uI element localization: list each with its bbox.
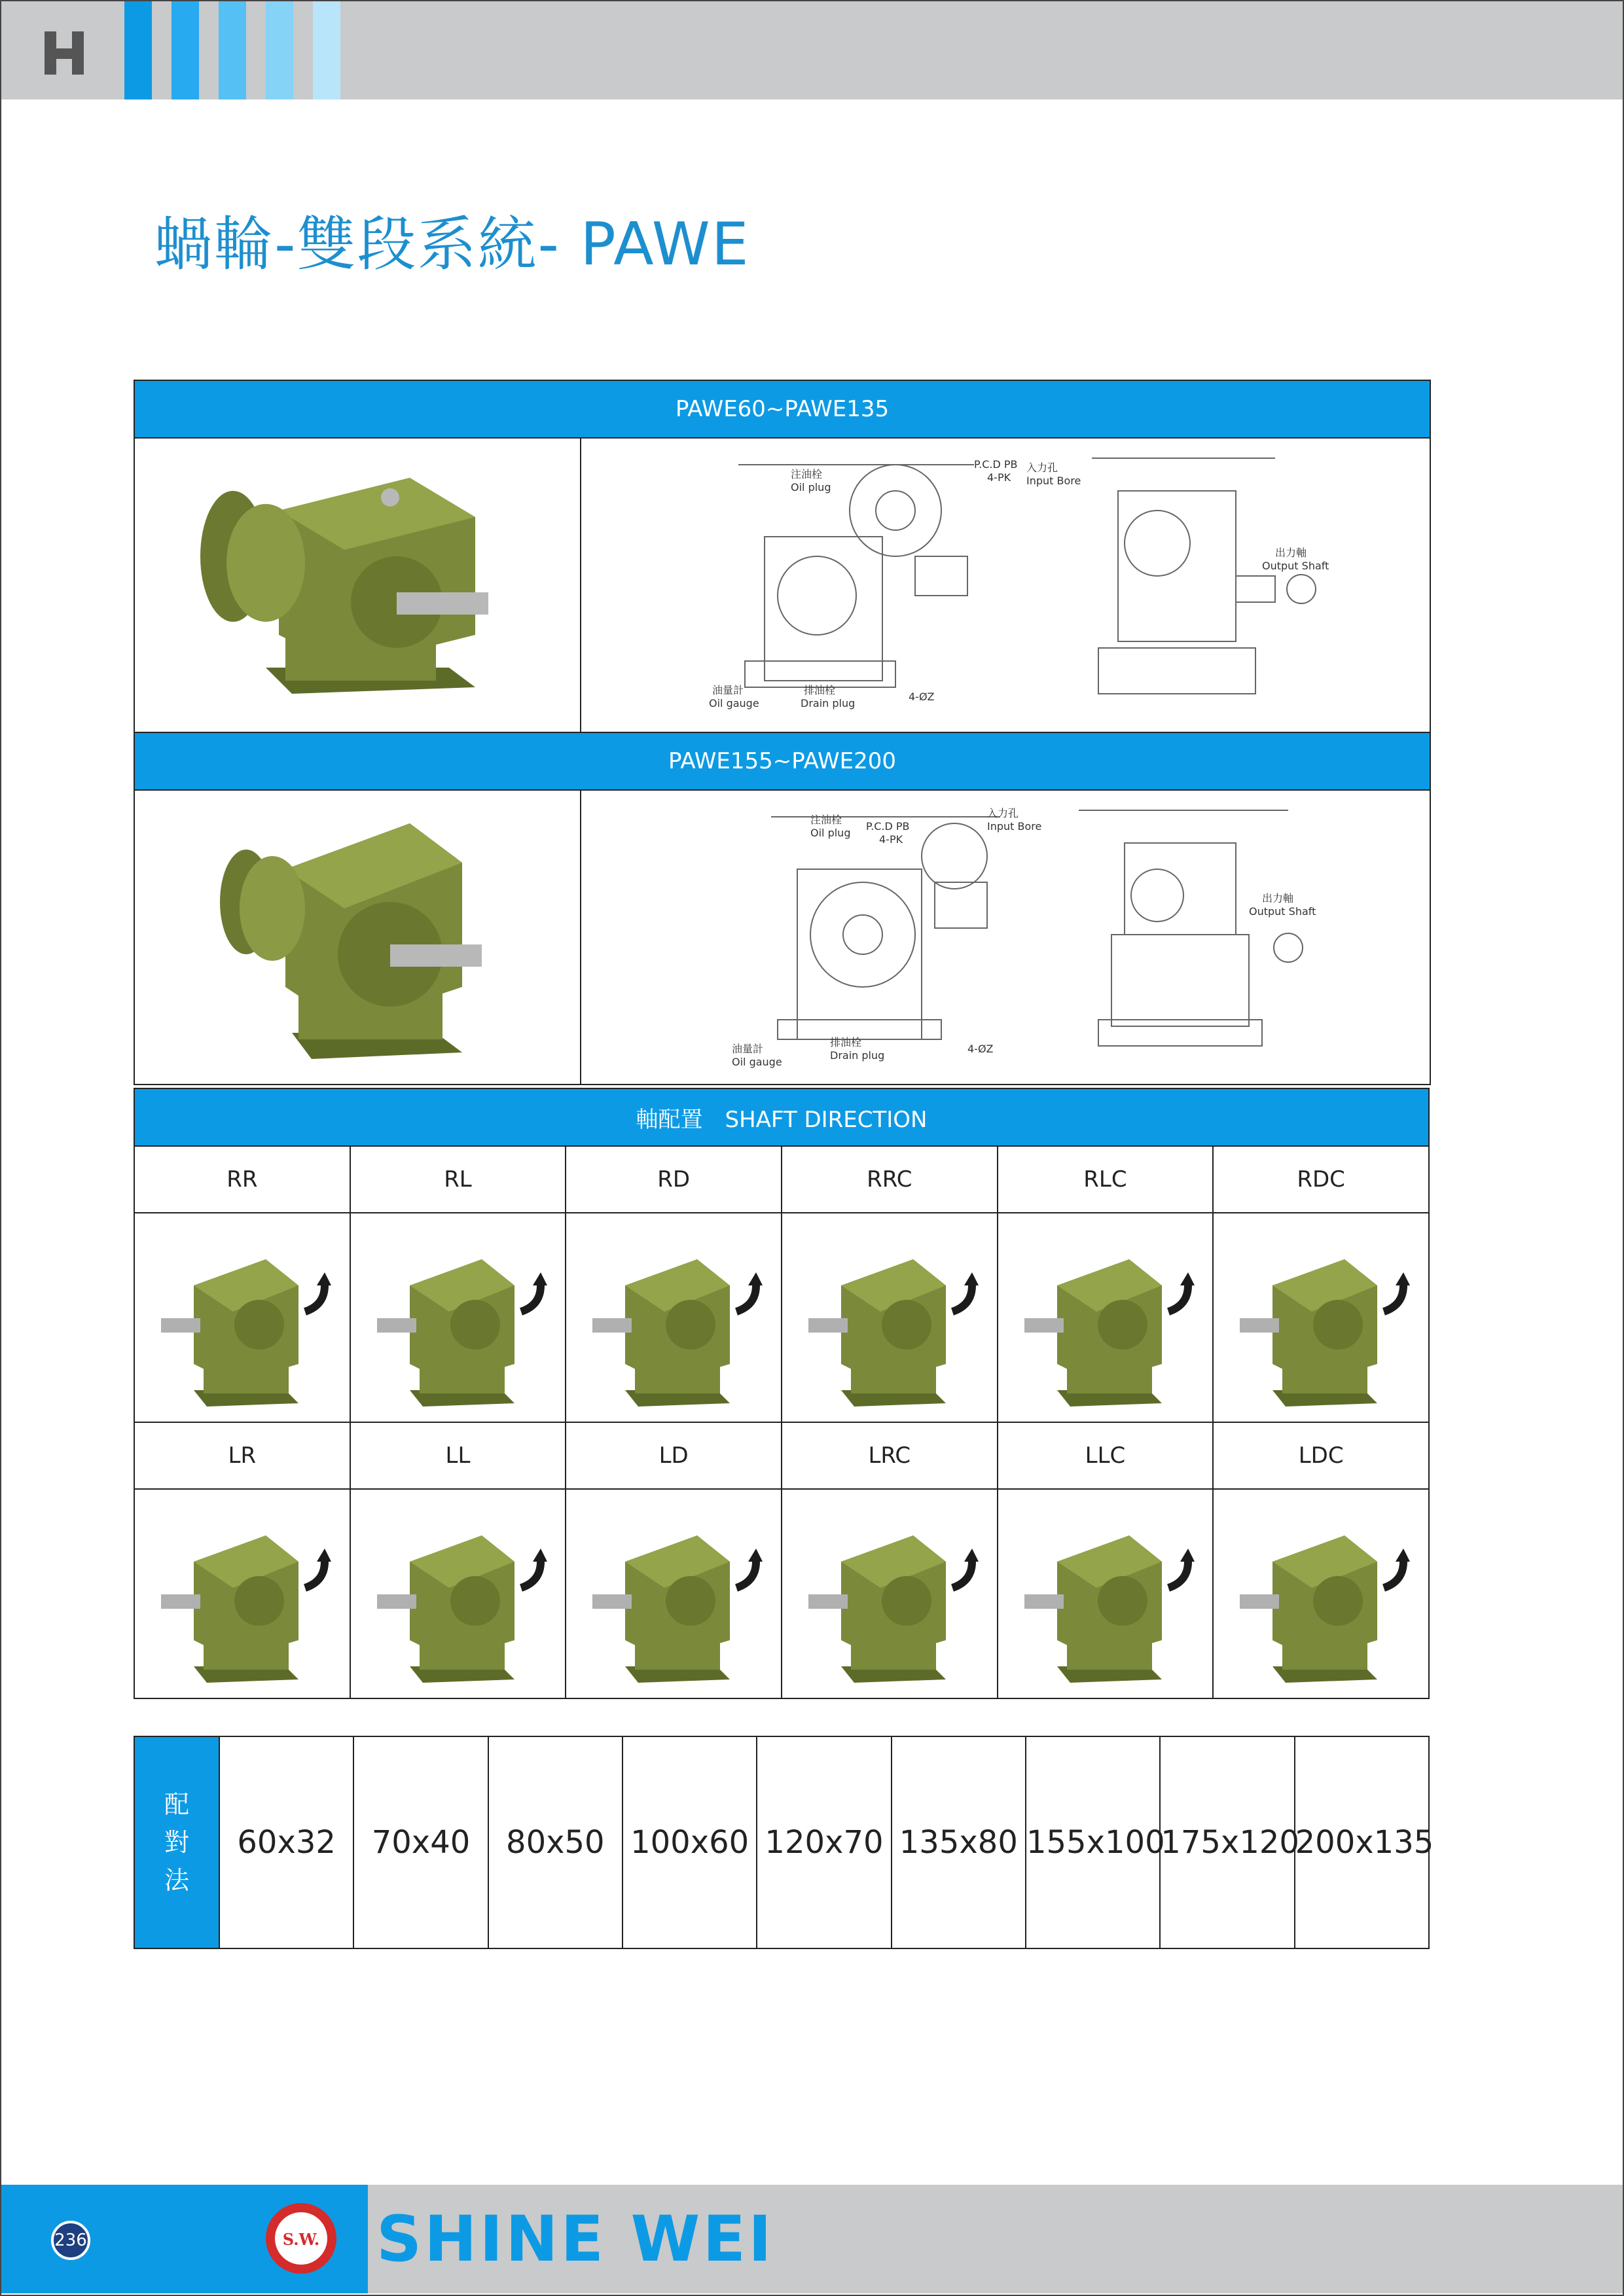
page-number: 236	[51, 2221, 90, 2260]
matching-label	[134, 1736, 219, 1948]
matching-value: 200x135	[1295, 1736, 1429, 1948]
matching-value: 120x70	[757, 1736, 891, 1948]
drawing-label: 4-PK	[879, 833, 903, 846]
gearbox-photo-cell	[134, 438, 581, 732]
matching-value: 155x100	[1026, 1736, 1160, 1948]
dimension-drawing-cell	[581, 438, 1430, 732]
direction-image-cell	[350, 1489, 566, 1698]
direction-code: LLC	[998, 1422, 1214, 1489]
gearbox-rotation-illustration	[566, 1490, 780, 1695]
direction-image-cell	[998, 1213, 1214, 1422]
matching-value: 60x32	[219, 1736, 353, 1948]
matching-value: 70x40	[353, 1736, 488, 1948]
drawing-label: 油量計	[712, 684, 744, 696]
gearbox-rotation-illustration	[351, 1213, 564, 1419]
dimension-drawing	[581, 439, 1430, 729]
matching-value: 80x50	[488, 1736, 623, 1948]
drawing-label: Output Shaft	[1249, 905, 1316, 918]
direction-code: LD	[566, 1422, 782, 1489]
gearbox-rotation-illustration	[1214, 1490, 1427, 1695]
drawing-label: 注油栓	[791, 468, 823, 480]
direction-image-cell	[566, 1489, 782, 1698]
gearbox-rotation-illustration	[135, 1213, 348, 1419]
drawing-label: 入力孔	[987, 807, 1019, 819]
drawing-label: Output Shaft	[1262, 560, 1329, 572]
direction-image-cell	[350, 1213, 566, 1422]
gearbox-rotation-illustration	[998, 1213, 1212, 1419]
gearbox-rotation-illustration	[782, 1490, 996, 1695]
direction-image-cell	[134, 1213, 350, 1422]
drawing-label: 注油栓	[810, 814, 842, 826]
matching-label-char: 對	[164, 1828, 189, 1857]
direction-code: LR	[134, 1422, 350, 1489]
direction-code: LL	[350, 1422, 566, 1489]
gearbox-rotation-illustration	[1214, 1213, 1427, 1419]
direction-code: RR	[134, 1146, 350, 1213]
shaft-direction-header: 軸配置 SHAFT DIRECTION	[134, 1088, 1429, 1146]
direction-image-cell	[1213, 1213, 1429, 1422]
direction-code: RL	[350, 1146, 566, 1213]
header-stripe	[171, 1, 199, 99]
direction-image-cell	[566, 1213, 782, 1422]
gearbox-rotation-illustration	[998, 1490, 1212, 1695]
drawing-label: Input Bore	[1026, 475, 1081, 487]
gearbox-rotation-illustration	[351, 1490, 564, 1695]
series-table	[134, 380, 1431, 1085]
company-logo	[262, 2199, 340, 2278]
direction-code: LRC	[782, 1422, 998, 1489]
gearbox-illustration	[135, 791, 580, 1081]
direction-image-cell	[1213, 1489, 1429, 1698]
gearbox-photo-cell	[134, 790, 581, 1085]
matching-value: 175x120	[1160, 1736, 1294, 1948]
drawing-label: Oil gauge	[732, 1056, 782, 1068]
direction-code: LDC	[1213, 1422, 1429, 1489]
drawing-label: 油量計	[732, 1043, 764, 1055]
drawing-label: 排油栓	[804, 684, 836, 696]
matching-label-char: 配	[164, 1790, 189, 1819]
direction-code: RD	[566, 1146, 782, 1213]
header-stripe	[124, 1, 152, 99]
dimension-drawing	[581, 791, 1430, 1081]
series-header: PAWE155~PAWE200	[134, 732, 1430, 790]
drawing-label: 出力軸	[1275, 547, 1307, 559]
header-stripe	[313, 1, 340, 99]
drawing-label: Drain plug	[830, 1049, 885, 1062]
series-header: PAWE60~PAWE135	[134, 380, 1430, 438]
drawing-label: 4-ØZ	[909, 691, 935, 703]
direction-image-cell	[782, 1489, 998, 1698]
drawing-label: Oil plug	[810, 827, 851, 839]
matching-table	[134, 1736, 1434, 1949]
gearbox-rotation-illustration	[566, 1213, 780, 1419]
drawing-label: P.C.D PB	[974, 458, 1018, 471]
dimension-drawing-cell	[581, 790, 1430, 1085]
drawing-label: Oil plug	[791, 481, 831, 493]
drawing-label: 4-ØZ	[967, 1043, 994, 1055]
header-stripe	[266, 1, 293, 99]
drawing-label: 入力孔	[1026, 461, 1058, 474]
header-stripe	[219, 1, 246, 99]
drawing-label: Oil gauge	[709, 697, 759, 709]
section-letter-h	[39, 26, 92, 79]
page-title: 蝸輪-雙段系統- PAWE	[154, 210, 750, 279]
drawing-label: P.C.D PB	[866, 820, 910, 833]
matching-value: 100x60	[623, 1736, 757, 1948]
brand-name: SHINE WEI	[376, 2202, 774, 2276]
drawing-label: 排油栓	[830, 1036, 862, 1049]
shaft-direction-table	[134, 1088, 1430, 1699]
direction-code: RDC	[1213, 1146, 1429, 1213]
drawing-label: 出力軸	[1262, 892, 1294, 905]
direction-image-cell	[782, 1213, 998, 1422]
gearbox-illustration	[135, 439, 580, 729]
drawing-label: Drain plug	[801, 697, 856, 709]
drawing-label: 4-PK	[987, 471, 1011, 484]
direction-code: RLC	[998, 1146, 1214, 1213]
direction-image-cell	[998, 1489, 1214, 1698]
matching-value: 135x80	[892, 1736, 1026, 1948]
gearbox-rotation-illustration	[782, 1213, 996, 1419]
direction-code: RRC	[782, 1146, 998, 1213]
logo-text: S.W.	[282, 2230, 320, 2249]
matching-label-char: 法	[164, 1866, 189, 1895]
gearbox-rotation-illustration	[135, 1490, 348, 1695]
direction-image-cell	[134, 1489, 350, 1698]
drawing-label: Input Bore	[987, 820, 1042, 833]
